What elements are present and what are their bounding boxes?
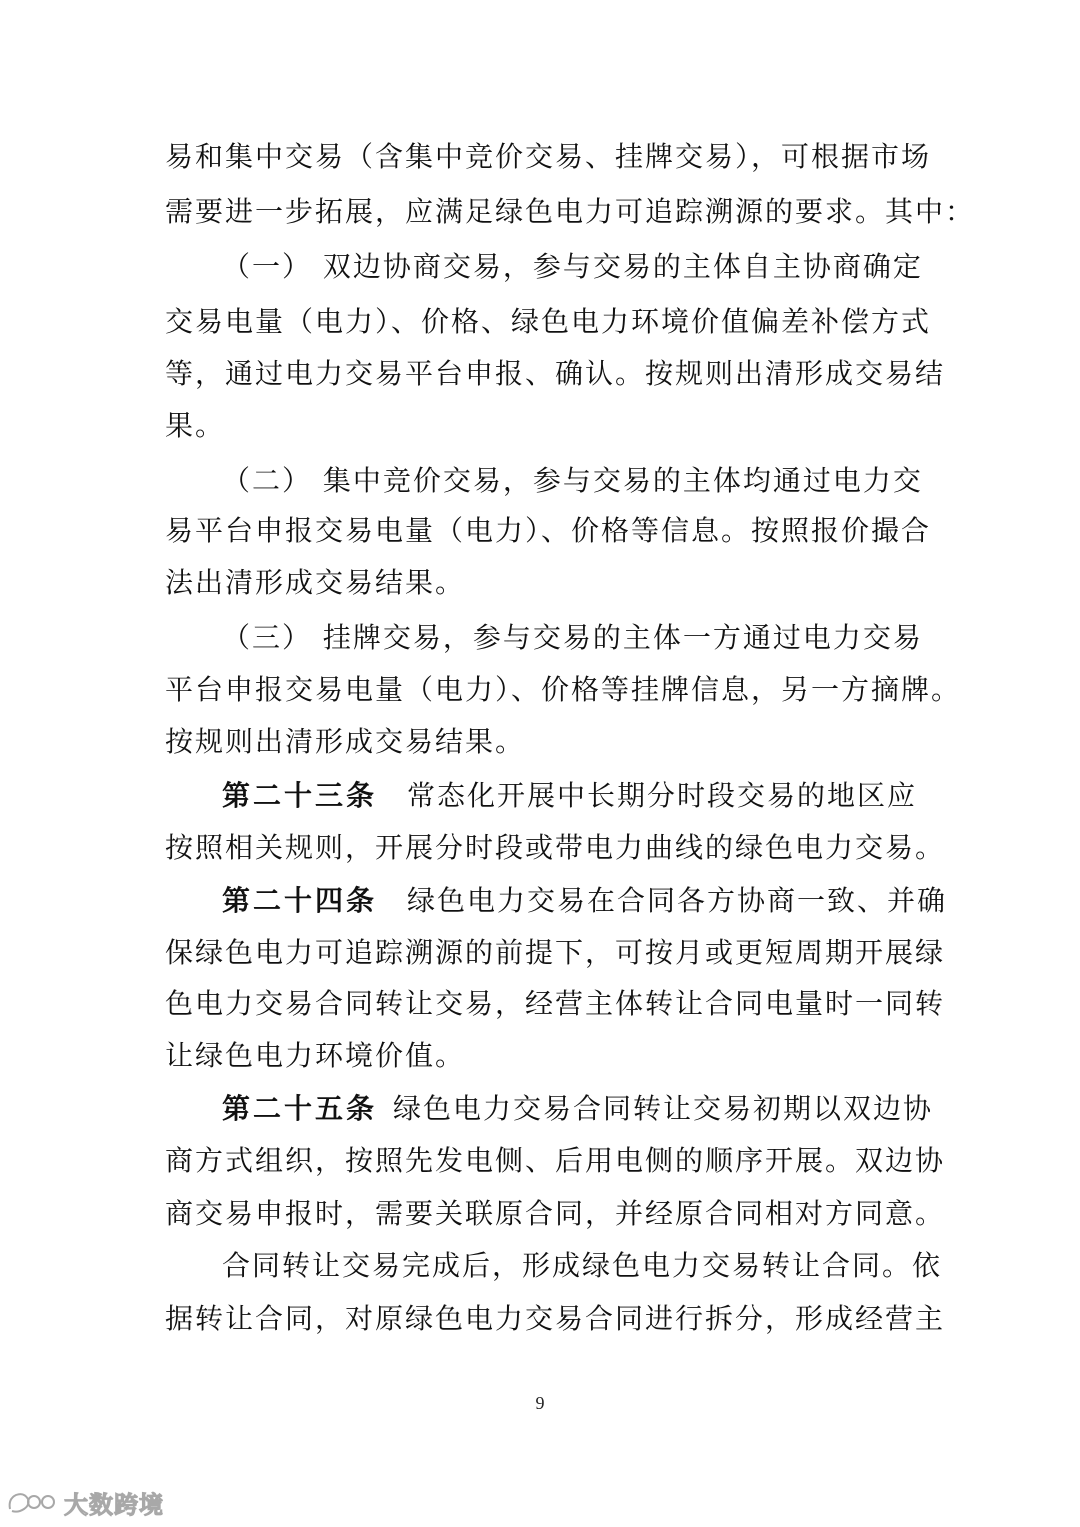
article-heading: 第二十五条 [222,1092,378,1125]
text-line: 需要进一步拓展，应满足绿色电力可追踪溯源的要求。其中： [165,195,976,228]
article-text: 常态化开展中长期分时段交易的地区应 [407,779,918,812]
article-line [222,776,918,816]
article-heading: 第二十四条 [222,884,378,917]
text-line: 合同转让交易完成后，形成绿色电力交易转让合同。依 [222,1249,943,1282]
text-line: 易平台申报交易电量（电力）、价格等信息。按照报价撮合 [165,514,932,547]
watermark-text: 大数跨境 [64,1490,164,1519]
text-line: 商方式组织，按照先发电侧、后用电侧的顺序开展。双边协 [165,1144,946,1177]
text-line: 据转让合同，对原绿色电力交易合同进行拆分，形成经营主 [165,1302,946,1335]
article-text: 绿色电力交易在合同各方协商一致、并确 [407,884,948,917]
text-line: 法出清形成交易结果。 [165,566,466,599]
page-number: 9 [535,1393,545,1413]
article-heading: 第二十三条 [222,779,378,812]
text-line: 让绿色电力环境价值。 [165,1039,466,1072]
text-line: 按规则出清形成交易结果。 [165,725,526,758]
text-line: （二） 集中竞价交易，参与交易的主体均通过电力交 [222,464,923,497]
text-line: 果。 [165,409,226,442]
watermark [6,1486,164,1518]
article-text: 绿色电力交易合同转让交易初期以双边协 [393,1092,934,1125]
text-line: 易和集中交易（含集中竞价交易、挂牌交易），可根据市场 [165,140,932,173]
text-line: 保绿色电力可追踪溯源的前提下，可按月或更短周期开展绿 [165,936,946,969]
watermark-logo-icon [6,1489,58,1515]
article-line [222,881,948,921]
text-line: 商交易申报时，需要关联原合同，并经原合同相对方同意。 [165,1197,946,1230]
text-line: 等，通过电力交易平台申报、确认。按规则出清形成交易结 [165,357,946,390]
article-line [222,1089,934,1129]
text-line: 按照相关规则，开展分时段或带电力曲线的绿色电力交易。 [165,831,946,864]
text-line: （一） 双边协商交易，参与交易的主体自主协商确定 [222,250,923,283]
text-line: 平台申报交易电量（电力）、价格等挂牌信息，另一方摘牌。 [165,673,962,706]
text-line: 色电力交易合同转让交易，经营主体转让合同电量时一同转 [165,987,946,1020]
text-line: （三） 挂牌交易，参与交易的主体一方通过电力交易 [222,621,923,654]
text-line: 交易电量（电力）、价格、绿色电力环境价值偏差补偿方式 [165,305,932,338]
